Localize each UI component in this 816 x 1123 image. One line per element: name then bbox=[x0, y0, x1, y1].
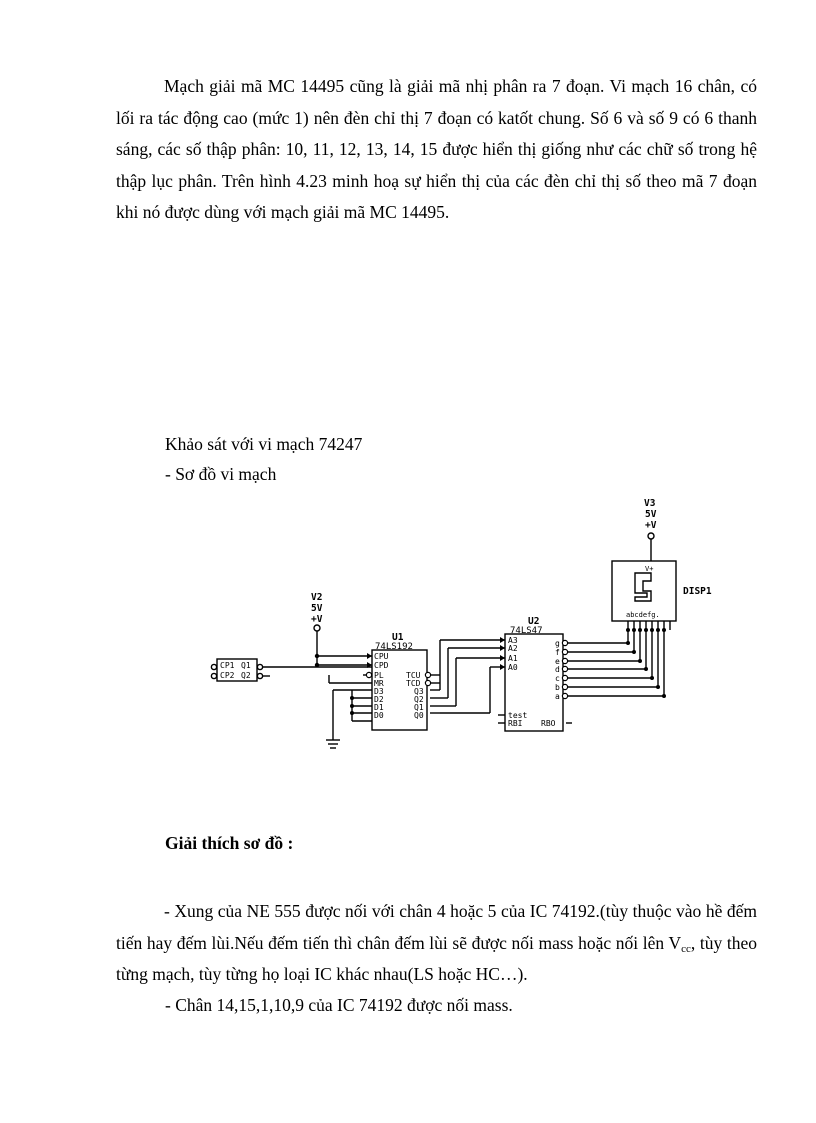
v3-value: 5V bbox=[645, 509, 657, 520]
explanation-p1-text: - Xung của NE 555 được nối với chân 4 hoặc 5 của IC 74192.(tùy thuộc vào hề đếm tiến hay đếm lùi.Nếu đếm tiến thì chân đếm lùi sẽ được nối mass hoặc nối lên V bbox=[116, 901, 757, 953]
explanation-heading: Giải thích sơ đồ : bbox=[165, 833, 294, 853]
u2-pin-a2: A2 bbox=[508, 644, 518, 653]
u2-pin-a1: A1 bbox=[508, 654, 518, 663]
u2-pin-f: f bbox=[555, 648, 560, 657]
vcc-subscript: cc bbox=[681, 942, 691, 955]
u1-pin-cpd: CPD bbox=[374, 661, 389, 670]
clock-q2: Q2 bbox=[241, 671, 251, 680]
u2-pin-rbo: RBO bbox=[541, 719, 556, 728]
u1-pin-d3: D3 bbox=[374, 687, 384, 696]
u1-pin-d2: D2 bbox=[374, 695, 384, 704]
u1-name: U1 bbox=[392, 632, 404, 643]
intro-paragraph: Mạch giải mã MC 14495 cũng là giải mã nhị phân ra 7 đoạn. Vi mạch 16 chân, có lối ra tác động cao (mức 1) nên đèn chỉ thị 7 đoạn có katốt chung. Số 6 và số 9 có 6 thanh sáng, các số thập phân: 10, 11, 12, 13, 14, 15 được hiển thị giống như các chữ số trong hệ thập lục phân. Trên hình 4.23 minh hoạ sự hiển thị của các đèn chỉ thị số theo mã 7 đoạn khi nó được dùng với mạch giải mã MC 14495. bbox=[116, 76, 757, 223]
u2-pin-c: c bbox=[555, 674, 560, 683]
u1-pin-cpu: CPU bbox=[374, 652, 389, 661]
u2-pin-b: b bbox=[555, 683, 560, 692]
u2-pin-rbi: RBI bbox=[508, 719, 523, 728]
u1-pin-q2: Q2 bbox=[414, 695, 424, 704]
explanation-p1-tail: , tùy theo từng mạch, tùy từng họ loại IC khác nhau(LS hoặc HC…). bbox=[116, 932, 757, 985]
u2-pin-d: d bbox=[555, 665, 560, 674]
u1-pin-q3: Q3 bbox=[414, 687, 424, 696]
u2-part: 74LS47 bbox=[510, 626, 543, 636]
disp-segments: abcdefg. bbox=[626, 611, 660, 619]
u1-pin-q1: Q1 bbox=[414, 703, 424, 712]
u2-pin-test: test bbox=[508, 711, 528, 720]
u1-pin-tcu: TCU bbox=[406, 671, 421, 680]
u2-pin-a0: A0 bbox=[508, 663, 518, 672]
clock-cp2: CP2 bbox=[220, 671, 235, 680]
u1-part: 74LS192 bbox=[375, 642, 413, 652]
explanation-paragraph-2: - Chân 14,15,1,10,9 của IC 74192 được nối mass. bbox=[165, 995, 513, 1015]
u2-pin-e: e bbox=[555, 657, 560, 666]
clock-q1: Q1 bbox=[241, 661, 251, 670]
u1-pin-tcd: TCD bbox=[406, 679, 421, 688]
disp-name: DISP1 bbox=[683, 586, 712, 597]
v2-label: +V bbox=[311, 614, 323, 625]
explanation-paragraph-1 bbox=[116, 896, 757, 991]
survey-heading: Khảo sát với vi mạch 74247 bbox=[165, 434, 363, 454]
v2-name: V2 bbox=[311, 592, 323, 603]
survey-bullet: - Sơ đồ vi mạch bbox=[165, 464, 277, 484]
disp-vplus: V+ bbox=[645, 565, 654, 573]
u2-pin-a3: A3 bbox=[508, 636, 518, 645]
u1-pin-pl: PL bbox=[374, 671, 384, 680]
u1-pin-mr: MR bbox=[374, 679, 384, 688]
v3-label: +V bbox=[645, 520, 657, 531]
v3-name: V3 bbox=[644, 498, 656, 509]
u1-pin-d0: D0 bbox=[374, 711, 384, 720]
u2-pin-a: a bbox=[555, 692, 560, 701]
u2-pin-g: g bbox=[555, 639, 560, 648]
clock-cp1: CP1 bbox=[220, 661, 235, 670]
u1-pin-d1: D1 bbox=[374, 703, 384, 712]
u2-name: U2 bbox=[528, 616, 540, 627]
u1-pin-q0: Q0 bbox=[414, 711, 424, 720]
v2-value: 5V bbox=[311, 603, 323, 614]
